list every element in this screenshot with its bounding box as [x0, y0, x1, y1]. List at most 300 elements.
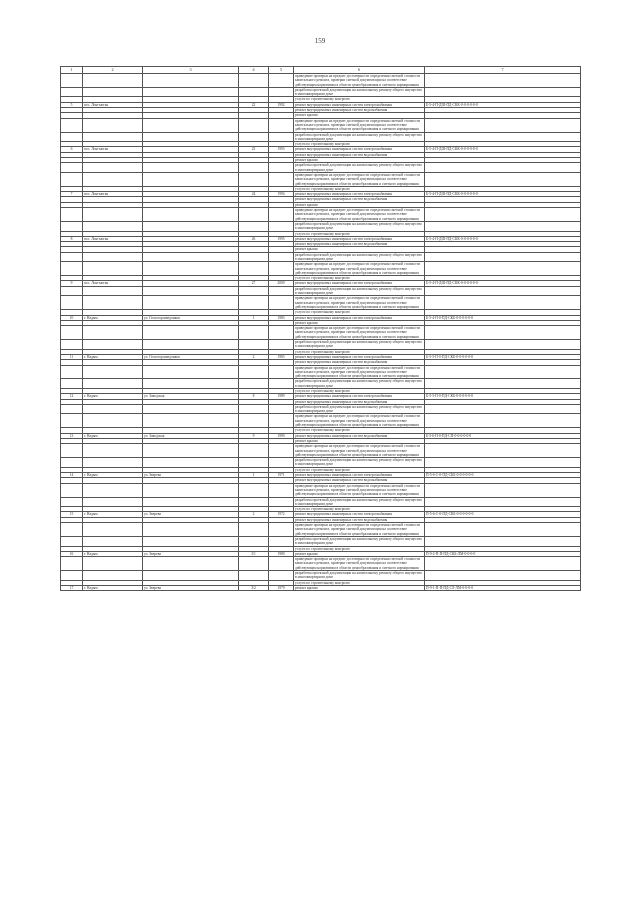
house-cell — [239, 340, 269, 350]
locality-cell: г. Надым — [83, 473, 143, 478]
code-cell: П-9-1-П-П-ПД-СЛ-ЛМ-0-0-0-0 — [425, 585, 581, 590]
locality-cell — [83, 208, 143, 222]
code-cell — [425, 118, 581, 132]
work-type-cell: разработка проектной документации на капитальному ремонту общего имущества в многоквартирном доме — [294, 252, 425, 262]
code-cell — [425, 87, 581, 97]
year-cell: 1993 — [269, 147, 294, 152]
row-number: 11 — [61, 354, 83, 359]
work-type-cell: ремонт внутридомовых инженерных систем электроснабжения — [294, 354, 425, 359]
year-cell: 1989 — [269, 394, 294, 399]
table-row — [61, 118, 581, 132]
house-cell — [239, 208, 269, 222]
table-row — [61, 172, 581, 186]
table-row — [61, 497, 581, 507]
work-type-cell: услуги по строительному контролю — [294, 186, 425, 191]
work-type-cell: услуги по строительному контролю — [294, 310, 425, 315]
work-type-cell: приведение проверки на предмет достоверности определения сметной стоимости капитального ремонта, проверки сметной документации на соответствие действующим нормативам в области ценообразования и сметного нормирования — [294, 208, 425, 222]
code-cell: П-5-6-С-0-ПД-СКБ-0-0-0-0-0-0 — [425, 512, 581, 517]
work-type-cell: услуги по строительному контролю — [294, 546, 425, 551]
column-header: 3 — [143, 67, 239, 74]
row-number — [61, 340, 83, 350]
table-row — [61, 536, 581, 546]
locality-cell: г. Надым — [83, 551, 143, 556]
year-cell: 1972 — [269, 512, 294, 517]
street-cell — [143, 557, 239, 571]
street-cell — [143, 523, 239, 537]
house-cell — [239, 483, 269, 497]
work-type-cell: ремонт внутридомовых инженерных систем электроснабжения — [294, 192, 425, 197]
table-row — [61, 365, 581, 379]
house-cell: 24 — [239, 192, 269, 197]
locality-cell: г. Надым — [83, 512, 143, 517]
row-number — [61, 296, 83, 310]
year-cell — [269, 252, 294, 262]
work-type-cell: разработка проектной документации на капитальному ремонту общего имущества в многоквартирном доме — [294, 132, 425, 142]
house-cell — [239, 444, 269, 458]
table-row — [61, 585, 581, 590]
table-row — [61, 414, 581, 428]
street-cell — [143, 172, 239, 186]
year-cell: 1994 — [269, 192, 294, 197]
row-number — [61, 458, 83, 468]
work-type-cell: услуги по строительному контролю — [294, 507, 425, 512]
row-number — [61, 483, 83, 497]
column-header: 6 — [294, 67, 425, 74]
row-number — [61, 379, 83, 389]
work-type-cell: разработка проектной документации на капитальному ремонту общего имущества в многоквартирном доме — [294, 536, 425, 546]
table-row — [61, 163, 581, 173]
house-cell — [239, 458, 269, 468]
work-type-cell: разработка проектной документации на капитальному ремонту общего имущества в многоквартирном доме — [294, 340, 425, 350]
street-cell: ул. Заводская — [143, 394, 239, 399]
house-cell: 23 — [239, 147, 269, 152]
code-cell — [425, 286, 581, 296]
work-type-cell: ремонт внутридомовых инженерных систем электроснабжения — [294, 147, 425, 152]
year-cell — [269, 172, 294, 186]
column-header: 4 — [239, 67, 269, 74]
year-cell: 1983 — [269, 315, 294, 320]
locality-cell: пос. Лонгъюган — [83, 236, 143, 241]
year-cell — [269, 326, 294, 340]
table-row — [61, 296, 581, 310]
work-type-cell: ремонт внутридомовых инженерных систем электроснабжения — [294, 102, 425, 107]
code-cell — [425, 340, 581, 350]
work-type-cell: услуги по строительному контролю — [294, 97, 425, 102]
work-type-cell: разработка проектной документации на капитальному ремонту общего имущества в многоквартирном доме — [294, 497, 425, 507]
code-cell — [425, 74, 581, 88]
locality-cell — [83, 326, 143, 340]
work-type-cell: приведение проверки на предмет достоверности определения сметной стоимости капитального ремонта, проверки сметной документации на соответствие действующим нормативам в области ценообразования и сметного нормирования — [294, 523, 425, 537]
year-cell — [269, 132, 294, 142]
house-cell — [239, 379, 269, 389]
work-type-cell: приведение проверки на предмет достоверности определения сметной стоимости капитального ремонта, проверки сметной документации на соответствие действующим нормативам в области ценообразования и сметного нормирования — [294, 74, 425, 88]
work-type-cell: ремонт внутридомовых инженерных систем водоснабжения — [294, 360, 425, 365]
work-type-cell: ремонт внутридомовых инженерных систем электроснабжения — [294, 394, 425, 399]
street-cell — [143, 221, 239, 231]
work-type-cell: услуги по строительному контролю — [294, 389, 425, 394]
house-cell — [239, 326, 269, 340]
work-type-cell: приведение проверки на предмет достоверности определения сметной стоимости капитального ремонта, проверки сметной документации на соответствие действующим нормативам в области ценообразования и сметного нормирования — [294, 118, 425, 132]
street-cell — [143, 208, 239, 222]
row-number — [61, 326, 83, 340]
table-row — [61, 379, 581, 389]
work-type-cell: приведение проверки на предмет достоверности определения сметной стоимости капитального ремонта, проверки сметной документации на соответствие действующим нормативам в области ценообразования и сметного нормирования — [294, 557, 425, 571]
row-number — [61, 404, 83, 414]
house-cell: 3/2 — [239, 585, 269, 590]
year-cell: 1979 — [269, 585, 294, 590]
street-cell — [143, 570, 239, 580]
work-type-cell: разработка проектной документации на капитальному ремонту общего имущества в многоквартирном доме — [294, 570, 425, 580]
locality-cell — [83, 365, 143, 379]
locality-cell — [83, 570, 143, 580]
locality-cell — [83, 536, 143, 546]
house-cell: 27 — [239, 281, 269, 286]
code-cell — [425, 379, 581, 389]
year-cell — [269, 414, 294, 428]
street-cell: ул. Геологоразведчиков — [143, 315, 239, 320]
code-cell: Б-5-5-П-0-ПД-СКБ-0-0-0-0-0-0 — [425, 354, 581, 359]
year-cell — [269, 557, 294, 571]
row-number — [61, 172, 83, 186]
table-row — [61, 286, 581, 296]
row-number: 13 — [61, 433, 83, 438]
street-cell — [143, 497, 239, 507]
row-number — [61, 163, 83, 173]
work-type-cell: услуги по строительному контролю — [294, 467, 425, 472]
street-cell — [143, 296, 239, 310]
work-type-cell: разработка проектной документации на капитальному ремонту общего имущества в многоквартирном доме — [294, 87, 425, 97]
row-number: 6 — [61, 147, 83, 152]
locality-cell — [83, 163, 143, 173]
street-cell — [143, 286, 239, 296]
street-cell — [143, 458, 239, 468]
code-cell — [425, 326, 581, 340]
locality-cell — [83, 404, 143, 414]
table-row — [61, 557, 581, 571]
house-cell — [239, 132, 269, 142]
locality-cell: г. Надым — [83, 585, 143, 590]
table-row — [61, 404, 581, 414]
work-type-cell: услуги по строительному контролю — [294, 580, 425, 585]
header-row — [61, 67, 581, 74]
street-cell — [143, 444, 239, 458]
year-cell — [269, 404, 294, 414]
work-type-cell: услуги по строительному контролю — [294, 349, 425, 354]
table-row — [61, 208, 581, 222]
work-type-cell: ремонт внутридомовых инженерных систем электроснабжения — [294, 315, 425, 320]
house-cell: 2 — [239, 354, 269, 359]
house-cell: 1 — [239, 315, 269, 320]
table-row — [61, 458, 581, 468]
row-number — [61, 570, 83, 580]
locality-cell — [83, 483, 143, 497]
code-cell: Б-5-4-П-ДШ-ПД-СКК-0-0-0-0-0-0 — [425, 236, 581, 241]
row-number — [61, 208, 83, 222]
work-type-cell: разработка проектной документации на капитальному ремонту общего имущества в многоквартирном доме — [294, 404, 425, 414]
street-cell: ул. Зверева — [143, 512, 239, 517]
code-cell — [425, 536, 581, 546]
code-cell — [425, 221, 581, 231]
work-type-cell: ремонт внутридомовых инженерных систем электроснабжения — [294, 512, 425, 517]
year-cell — [269, 286, 294, 296]
table-row — [61, 132, 581, 142]
locality-cell: г. Надым — [83, 315, 143, 320]
column-header: 1 — [61, 67, 83, 74]
locality-cell: пос. Лонгъюган — [83, 102, 143, 107]
work-type-cell: ремонт крыши — [294, 247, 425, 252]
house-cell — [239, 87, 269, 97]
work-type-cell: услуги по строительному контролю — [294, 142, 425, 147]
locality-cell — [83, 557, 143, 571]
house-cell — [239, 497, 269, 507]
work-type-cell: разработка проектной документации на капитальному ремонту общего имущества в многоквартирном доме — [294, 163, 425, 173]
code-cell: Б-5-4-П-0-ПД-СКБ-0-0-0-0-0-0 — [425, 315, 581, 320]
work-type-cell: ремонт крыши — [294, 438, 425, 443]
locality-cell: пос. Лонгъюган — [83, 147, 143, 152]
locality-cell — [83, 221, 143, 231]
street-cell: ул. Зверева — [143, 585, 239, 590]
code-cell — [425, 365, 581, 379]
work-type-cell: приведение проверки на предмет достоверности определения сметной стоимости капитального ремонта, проверки сметной документации на соответствие действующим нормативам в области ценообразования и сметного нормирования — [294, 172, 425, 186]
row-number — [61, 523, 83, 537]
work-type-cell: приведение проверки на предмет достоверности определения сметной стоимости капитального ремонта, проверки сметной документации на соответствие действующим нормативам в области ценообразования и сметного нормирования — [294, 262, 425, 276]
street-cell — [143, 132, 239, 142]
code-cell — [425, 570, 581, 580]
year-cell — [269, 118, 294, 132]
table-row — [61, 262, 581, 276]
code-cell — [425, 262, 581, 276]
code-cell: Б-5-6-П-0-ПД-СП-0-0-0-0-0-0 — [425, 433, 581, 438]
table-row — [61, 87, 581, 97]
locality-cell — [83, 118, 143, 132]
table-row — [61, 483, 581, 497]
locality-cell: пос. Лонгъюган — [83, 192, 143, 197]
house-cell — [239, 296, 269, 310]
row-number — [61, 444, 83, 458]
table-row — [61, 74, 581, 88]
year-cell — [269, 536, 294, 546]
work-type-cell: ремонт крыши — [294, 158, 425, 163]
page-number: 159 — [314, 37, 326, 45]
table-body — [61, 67, 581, 591]
work-type-cell: ремонт внутридомовых инженерных систем водоснабжения — [294, 108, 425, 113]
work-type-cell: приведение проверки на предмет достоверности определения сметной стоимости капитального ремонта, проверки сметной документации на соответствие действующим нормативам в области ценообразования и сметного нормирования — [294, 296, 425, 310]
year-cell — [269, 444, 294, 458]
locality-cell: г. Надым — [83, 354, 143, 359]
work-type-cell: ремонт внутридомовых инженерных систем электроснабжения — [294, 281, 425, 286]
row-number: 10 — [61, 315, 83, 320]
row-number — [61, 221, 83, 231]
row-number: 14 — [61, 473, 83, 478]
street-cell — [143, 536, 239, 546]
work-type-cell: услуги по строительному контролю — [294, 276, 425, 281]
row-number — [61, 87, 83, 97]
house-cell — [239, 570, 269, 580]
house-cell: 22 — [239, 102, 269, 107]
locality-cell — [83, 252, 143, 262]
year-cell: 1992 — [269, 102, 294, 107]
year-cell — [269, 570, 294, 580]
house-cell: 2 — [239, 512, 269, 517]
street-cell — [143, 414, 239, 428]
work-type-cell: ремонт крыши — [294, 585, 425, 590]
work-type-cell: приведение проверки на предмет достоверности определения сметной стоимости капитального ремонта, проверки сметной документации на соответствие действующим нормативам в области ценообразования и сметного нормирования — [294, 444, 425, 458]
table-row — [61, 252, 581, 262]
year-cell — [269, 221, 294, 231]
work-type-cell: ремонт внутридомовых инженерных систем водоснабжения — [294, 478, 425, 483]
code-cell — [425, 208, 581, 222]
house-cell — [239, 536, 269, 546]
locality-cell — [83, 87, 143, 97]
column-header: 5 — [269, 67, 294, 74]
table-row — [61, 444, 581, 458]
table-row — [61, 326, 581, 340]
house-cell — [239, 404, 269, 414]
work-type-cell: ремонт крыши — [294, 113, 425, 118]
street-cell: ул. Геологоразведчиков — [143, 354, 239, 359]
house-cell — [239, 163, 269, 173]
street-cell — [143, 252, 239, 262]
work-type-cell: приведение проверки на предмет достоверности определения сметной стоимости капитального ремонта, проверки сметной документации на соответствие действующим нормативам в области ценообразования и сметного нормирования — [294, 365, 425, 379]
locality-cell — [83, 379, 143, 389]
house-cell: 1 — [239, 473, 269, 478]
column-header: 2 — [83, 67, 143, 74]
locality-cell — [83, 262, 143, 276]
row-number: 8 — [61, 236, 83, 241]
house-cell — [239, 414, 269, 428]
house-cell — [239, 221, 269, 231]
locality-cell — [83, 296, 143, 310]
code-cell — [425, 132, 581, 142]
street-cell — [143, 379, 239, 389]
locality-cell — [83, 74, 143, 88]
work-type-cell: ремонт крыши — [294, 320, 425, 325]
work-type-cell: ремонт внутридомовых инженерных систем электроснабжения — [294, 236, 425, 241]
house-cell: 9 — [239, 433, 269, 438]
row-number: 7 — [61, 192, 83, 197]
work-type-cell: разработка проектной документации на капитальному ремонту общего имущества в многоквартирном доме — [294, 286, 425, 296]
locality-cell — [83, 523, 143, 537]
year-cell — [269, 483, 294, 497]
work-type-cell: ремонт внутридомовых инженерных систем водоснабжения — [294, 433, 425, 438]
year-cell — [269, 458, 294, 468]
work-type-cell: ремонт внутридомовых инженерных систем водоснабжения — [294, 242, 425, 247]
row-number — [61, 118, 83, 132]
street-cell — [143, 483, 239, 497]
year-cell — [269, 340, 294, 350]
house-cell: 3/1 — [239, 551, 269, 556]
row-number: 12 — [61, 394, 83, 399]
code-cell — [425, 497, 581, 507]
capital-repair-table — [60, 66, 581, 591]
year-cell: 1983 — [269, 354, 294, 359]
year-cell: 1995 — [269, 236, 294, 241]
locality-cell — [83, 444, 143, 458]
code-cell: Б-5-4-П-ДШ-ПД-СКК-0-0-0-0-0-0 — [425, 281, 581, 286]
street-cell: ул. Зверева — [143, 551, 239, 556]
year-cell — [269, 163, 294, 173]
work-type-cell: ремонт крыши — [294, 551, 425, 556]
row-number — [61, 536, 83, 546]
row-number — [61, 74, 83, 88]
house-cell — [239, 172, 269, 186]
work-type-cell: приведение проверки на предмет достоверности определения сметной стоимости капитального ремонта, проверки сметной документации на соответствие действующим нормативам в области ценообразования и сметного нормирования — [294, 326, 425, 340]
locality-cell: г. Надым — [83, 433, 143, 438]
code-cell — [425, 163, 581, 173]
work-type-cell: разработка проектной документации на капитальному ремонту общего имущества в многоквартирном доме — [294, 221, 425, 231]
work-type-cell: ремонт внутридомовых инженерных систем водоснабжения — [294, 517, 425, 522]
year-cell: 1980 — [269, 551, 294, 556]
code-cell — [425, 458, 581, 468]
year-cell — [269, 379, 294, 389]
year-cell: 1971 — [269, 473, 294, 478]
row-number — [61, 557, 83, 571]
column-header: 7 — [425, 67, 581, 74]
table-row — [61, 523, 581, 537]
street-cell — [143, 118, 239, 132]
locality-cell: г. Надым — [83, 394, 143, 399]
work-type-cell: услуги по строительному контролю — [294, 428, 425, 433]
code-cell: П-9-2-П-П-ПД-СКБ-ЛМ-0-0-0-0 — [425, 551, 581, 556]
street-cell — [143, 87, 239, 97]
code-cell: Б-5-4-П-ДШ-ПД-СКК-0-0-0-0-0-0 — [425, 102, 581, 107]
year-cell — [269, 87, 294, 97]
table-row — [61, 221, 581, 231]
code-cell: Б-5-4-П-ДШ-ПД-СКК-0-0-0-0-0-0 — [425, 192, 581, 197]
house-cell: 8 — [239, 394, 269, 399]
row-number — [61, 262, 83, 276]
code-cell — [425, 483, 581, 497]
work-type-cell: ремонт внутридомовых инженерных систем электроснабжения — [294, 473, 425, 478]
code-cell — [425, 444, 581, 458]
row-number: 15 — [61, 512, 83, 517]
table-row — [61, 340, 581, 350]
year-cell — [269, 74, 294, 88]
code-cell — [425, 523, 581, 537]
row-number — [61, 497, 83, 507]
work-type-cell: ремонт внутридомовых инженерных систем водоснабжения — [294, 197, 425, 202]
year-cell — [269, 296, 294, 310]
house-cell — [239, 118, 269, 132]
street-cell — [143, 163, 239, 173]
row-number: 9 — [61, 281, 83, 286]
code-cell — [425, 252, 581, 262]
year-cell: 1990 — [269, 433, 294, 438]
street-cell — [143, 404, 239, 414]
work-type-cell: приведение проверки на предмет достоверности определения сметной стоимости капитального ремонта, проверки сметной документации на соответствие действующим нормативам в области ценообразования и сметного нормирования — [294, 483, 425, 497]
locality-cell — [83, 497, 143, 507]
year-cell — [269, 497, 294, 507]
street-cell — [143, 340, 239, 350]
code-cell: П-5-6-С-0-ПД-СКБ-0-0-0-0-0-0 — [425, 473, 581, 478]
street-cell — [143, 262, 239, 276]
house-cell — [239, 262, 269, 276]
code-cell: Б-5-4-П-ДШ-ПД-СКК-0-0-0-0-0-0 — [425, 147, 581, 152]
work-type-cell: ремонт внутридомовых инженерных систем водоснабжения — [294, 399, 425, 404]
row-number — [61, 365, 83, 379]
work-type-cell: разработка проектной документации на капитальному ремонту общего имущества в многоквартирном доме — [294, 458, 425, 468]
locality-cell — [83, 172, 143, 186]
year-cell: 2000 — [269, 281, 294, 286]
row-number: 16 — [61, 551, 83, 556]
work-type-cell: ремонт внутридомовых инженерных систем водоснабжения — [294, 152, 425, 157]
street-cell: ул. Заводская — [143, 433, 239, 438]
table-row — [61, 570, 581, 580]
work-type-cell: услуги по строительному контролю — [294, 231, 425, 236]
work-type-cell: разработка проектной документации на капитальному ремонту общего имущества в многоквартирном доме — [294, 379, 425, 389]
row-number — [61, 414, 83, 428]
street-cell — [143, 326, 239, 340]
